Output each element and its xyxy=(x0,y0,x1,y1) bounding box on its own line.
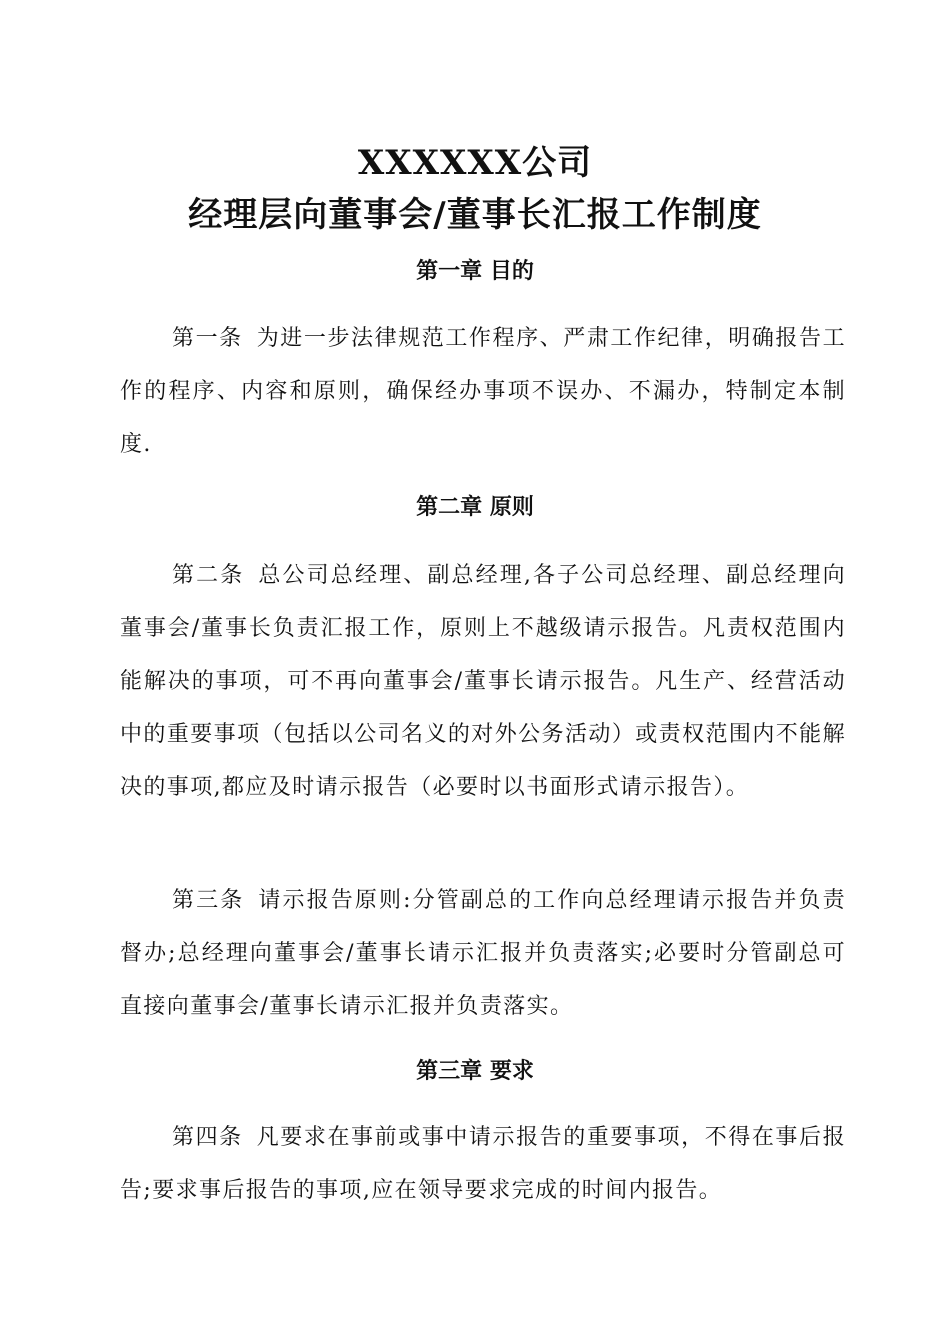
article-text: 凡要求在事前或事中请示报告的重要事项，不得在事后报告;要求事后报告的事项,应在领导要求完成的时间内报告。 xyxy=(120,1125,846,1203)
article-number: 第三条 xyxy=(172,888,245,913)
article-text: 请示报告原则:分管副总的工作向总经理请示报告并负责督办;总经理向董事会/董事长请示汇报并负责落实;必要时分管副总可直接向董事会/董事长请示汇报并负责落实。 xyxy=(120,888,846,1019)
company-title: XXXXXX公司 xyxy=(357,143,593,183)
article-number: 第四条 xyxy=(172,1125,243,1150)
chapter-heading-3: 第三章 要求 xyxy=(416,1059,534,1084)
article-3 xyxy=(120,874,846,1033)
article-4 xyxy=(120,1111,846,1217)
article-number: 第二条 xyxy=(172,563,245,588)
chapter-heading-1: 第一章 目的 xyxy=(416,259,534,284)
article-text: 为进一步法律规范工作程序、严肃工作纪律，明确报告工作的程序、内容和原则，确保经办事项不误办、不漏办，特制定本制度. xyxy=(120,326,846,457)
chapter-heading-2: 第二章 原则 xyxy=(416,495,534,520)
article-2 xyxy=(120,549,846,814)
article-1 xyxy=(120,312,846,471)
article-number: 第一条 xyxy=(172,326,243,351)
article-text: 总公司总经理、副总经理,各子公司总经理、副总经理向董事会/董事长负责汇报工作，原则上不越级请示报告。凡责权范围内能解决的事项，可不再向董事会/董事长请示报告。凡生产、经营活动中的重要事项（包括以公司名义的对外公务活动）或责权范围内不能解决的事项,都应及时请示报告（必要时以书面形式请示报告）。 xyxy=(120,563,846,800)
document-title: 经理层向董事会/董事长汇报工作制度 xyxy=(188,195,762,235)
